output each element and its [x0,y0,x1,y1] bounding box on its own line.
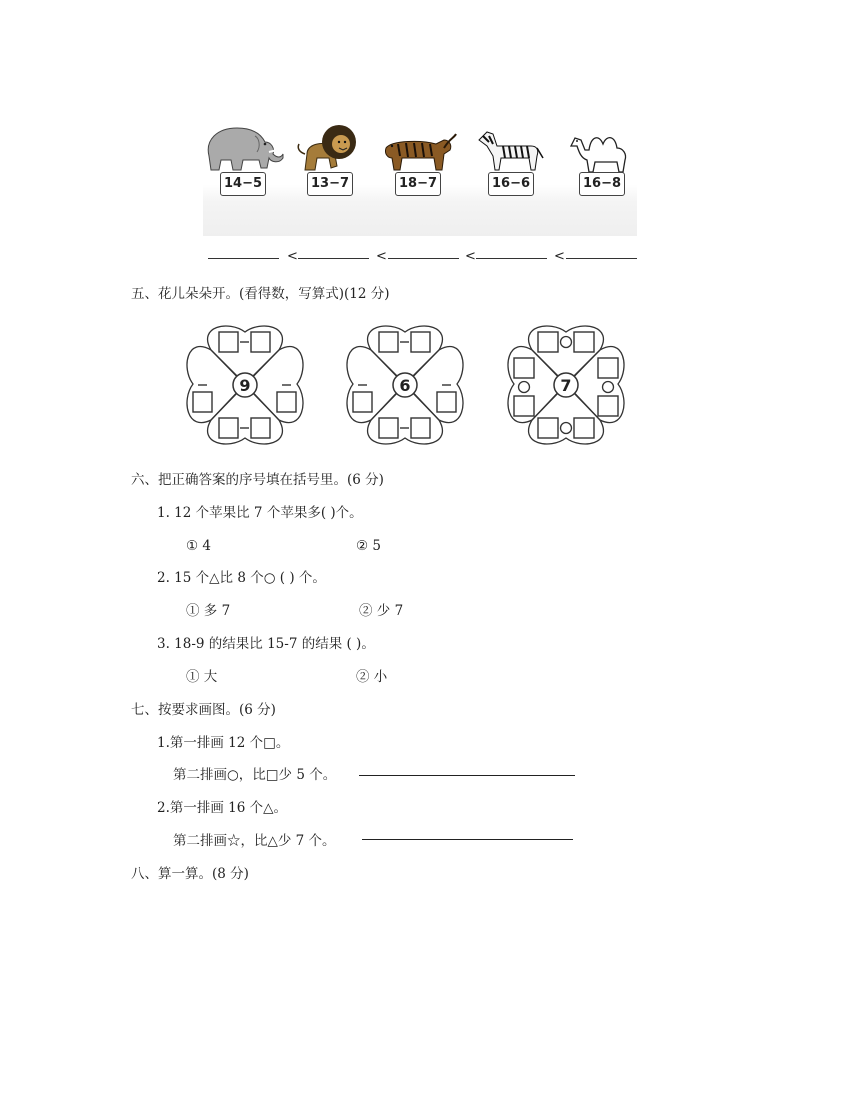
answer-blank[interactable] [476,258,547,259]
answer-blank[interactable] [298,258,369,259]
question-3: 3. 18-9 的结果比 15-7 的结果 ( )。 [157,636,375,652]
flower-center-number: 9 [239,376,251,395]
answer-blank[interactable] [388,258,459,259]
expression-box: 18−7 [395,172,441,196]
answer-blank[interactable] [566,258,637,259]
option-2[interactable]: ② 5 [356,538,381,554]
option-1[interactable]: ① 多 7 [186,603,231,619]
section-5-title: 五、花儿朵朵开。(看得数，写算式)(12 分) [131,286,390,302]
drawing-task-1-line-1: 1.第一排画 12 个□。 [157,735,290,751]
less-than-sign: < [287,249,298,264]
question-1: 1. 12 个苹果比 7 个苹果多( )个。 [157,505,363,521]
animal-panel [203,122,637,236]
option-2[interactable]: ② 小 [356,669,388,685]
section-7-title: 七、按要求画图。(6 分) [131,702,276,718]
section-6-title: 六、把正确答案的序号填在括号里。(6 分) [131,472,384,488]
drawing-task-1-line-2: 第二排画○，比□少 5 个。 [173,767,337,783]
drawing-answer-line[interactable] [359,775,575,776]
elephant-icon [203,124,285,174]
drawing-answer-line[interactable] [362,839,573,840]
less-than-sign: < [465,249,476,264]
tiger-icon [378,130,458,174]
flower-center-number: 6 [399,376,411,395]
less-than-sign: < [554,249,565,264]
drawing-task-2-line-1: 2.第一排画 16 个△。 [157,800,288,816]
expression-box: 16−6 [488,172,534,196]
flower-diagram-7 [504,322,628,448]
expression-box: 16−8 [579,172,625,196]
answer-blank[interactable] [208,258,279,259]
zebra-icon [475,128,545,174]
flower-center-number: 7 [560,376,572,395]
option-1[interactable]: ① 4 [186,538,211,554]
expression-box: 13−7 [307,172,353,196]
less-than-sign: < [376,249,387,264]
lion-icon [295,122,359,174]
flower-diagram-9 [183,322,307,448]
option-2[interactable]: ② 少 7 [359,603,404,619]
flower-diagram-6 [343,322,467,448]
drawing-task-2-line-2: 第二排画☆，比△少 7 个。 [173,833,336,849]
section-8-title: 八、算一算。(8 分) [131,866,249,882]
expression-box: 14−5 [220,172,266,196]
option-1[interactable]: ① 大 [186,669,218,685]
question-2: 2. 15 个△比 8 个○ ( ) 个。 [157,570,326,586]
camel-icon [567,124,639,174]
